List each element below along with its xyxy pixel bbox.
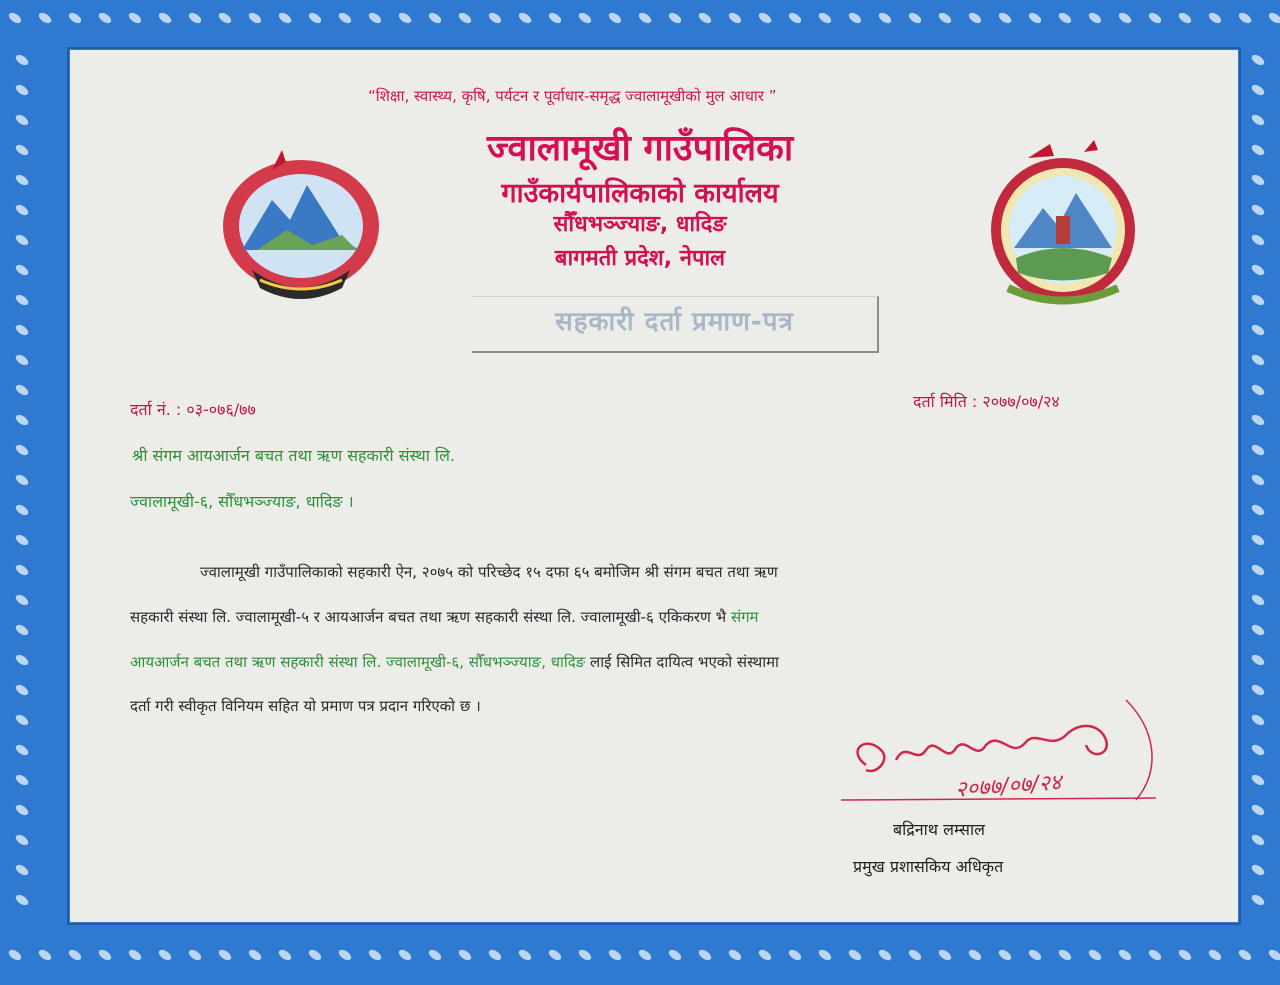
office-name: गाउँकार्यपालिकाको कार्यालय [501,178,779,209]
location-text: सौँधभञ्ज्याङ, धादिङ [553,212,727,237]
signatory-title: प्रमुख प्रशासकिय अधिकृत [853,857,1004,876]
recipient-name: श्री संगम आयआर्जन बचत तथा ऋण सहकारी संस्था लि. [132,446,456,465]
signature-date: २०७७/०७/२४ [954,770,1063,803]
body-line-2 [130,607,759,627]
motto-text: “शिक्षा, स्वास्थ्य, कृषि, पर्यटन र पूर्वाधार-समृद्ध ज्वालामूखीको मुल आधार ” [368,87,777,105]
registration-number-label: दर्ता नं. [130,400,171,419]
body-line-2-text: सहकारी संस्था लि. ज्वालामूखी-५ र आयआर्जन बचत तथा ऋण सहकारी संस्था लि. ज्वालामूखी-६ एकिकरण भै [130,608,727,626]
certificate-title: सहकारी दर्ता प्रमाण-पत्र [555,307,794,337]
registration-number-value: ०३-०७६/७७ [186,400,256,419]
recipient-address: ज्वालामूखी-६, सौँधभञ्ज्याङ, धादिङ । [130,492,354,511]
body-line-3-text: लाई सिमित दायित्व भएको संस्थामा [585,653,779,671]
body-line-2-highlight: संगम [730,608,759,626]
province-text: बागमती प्रदेश, नेपाल [554,246,726,271]
signatory-name: बद्रिनाथ लम्साल [893,820,985,839]
body-line-3-highlight: आयआर्जन बचत तथा ऋण सहकारी संस्था लि. ज्वालामूखी-६, सौँधभञ्ज्याङ, धादिङ [130,653,586,671]
registration-date-value: २०७७/०७/२४ [982,392,1060,411]
body-line-3 [130,652,779,672]
registration-number: दर्ता नं. : ०३-०७६/७७ [130,400,256,419]
body-line-1: ज्वालामूखी गाउँपालिकाको सहकारी ऐन, २०७५ को परिच्छेद १५ दफा ६५ बमोजिम श्री संगम बचत तथा ऋण [200,563,778,581]
municipality-name: ज्वालामूखी गाउँपालिका [486,128,794,169]
registration-date: दर्ता मिति : २०७७/०७/२४ [913,392,1060,411]
registration-date-label: दर्ता मिति [913,392,967,411]
body-line-4: दर्ता गरी स्वीकृत विनियम सहित यो प्रमाण पत्र प्रदान गरिएको छ । [130,697,481,715]
handwritten-signature [836,690,1176,820]
